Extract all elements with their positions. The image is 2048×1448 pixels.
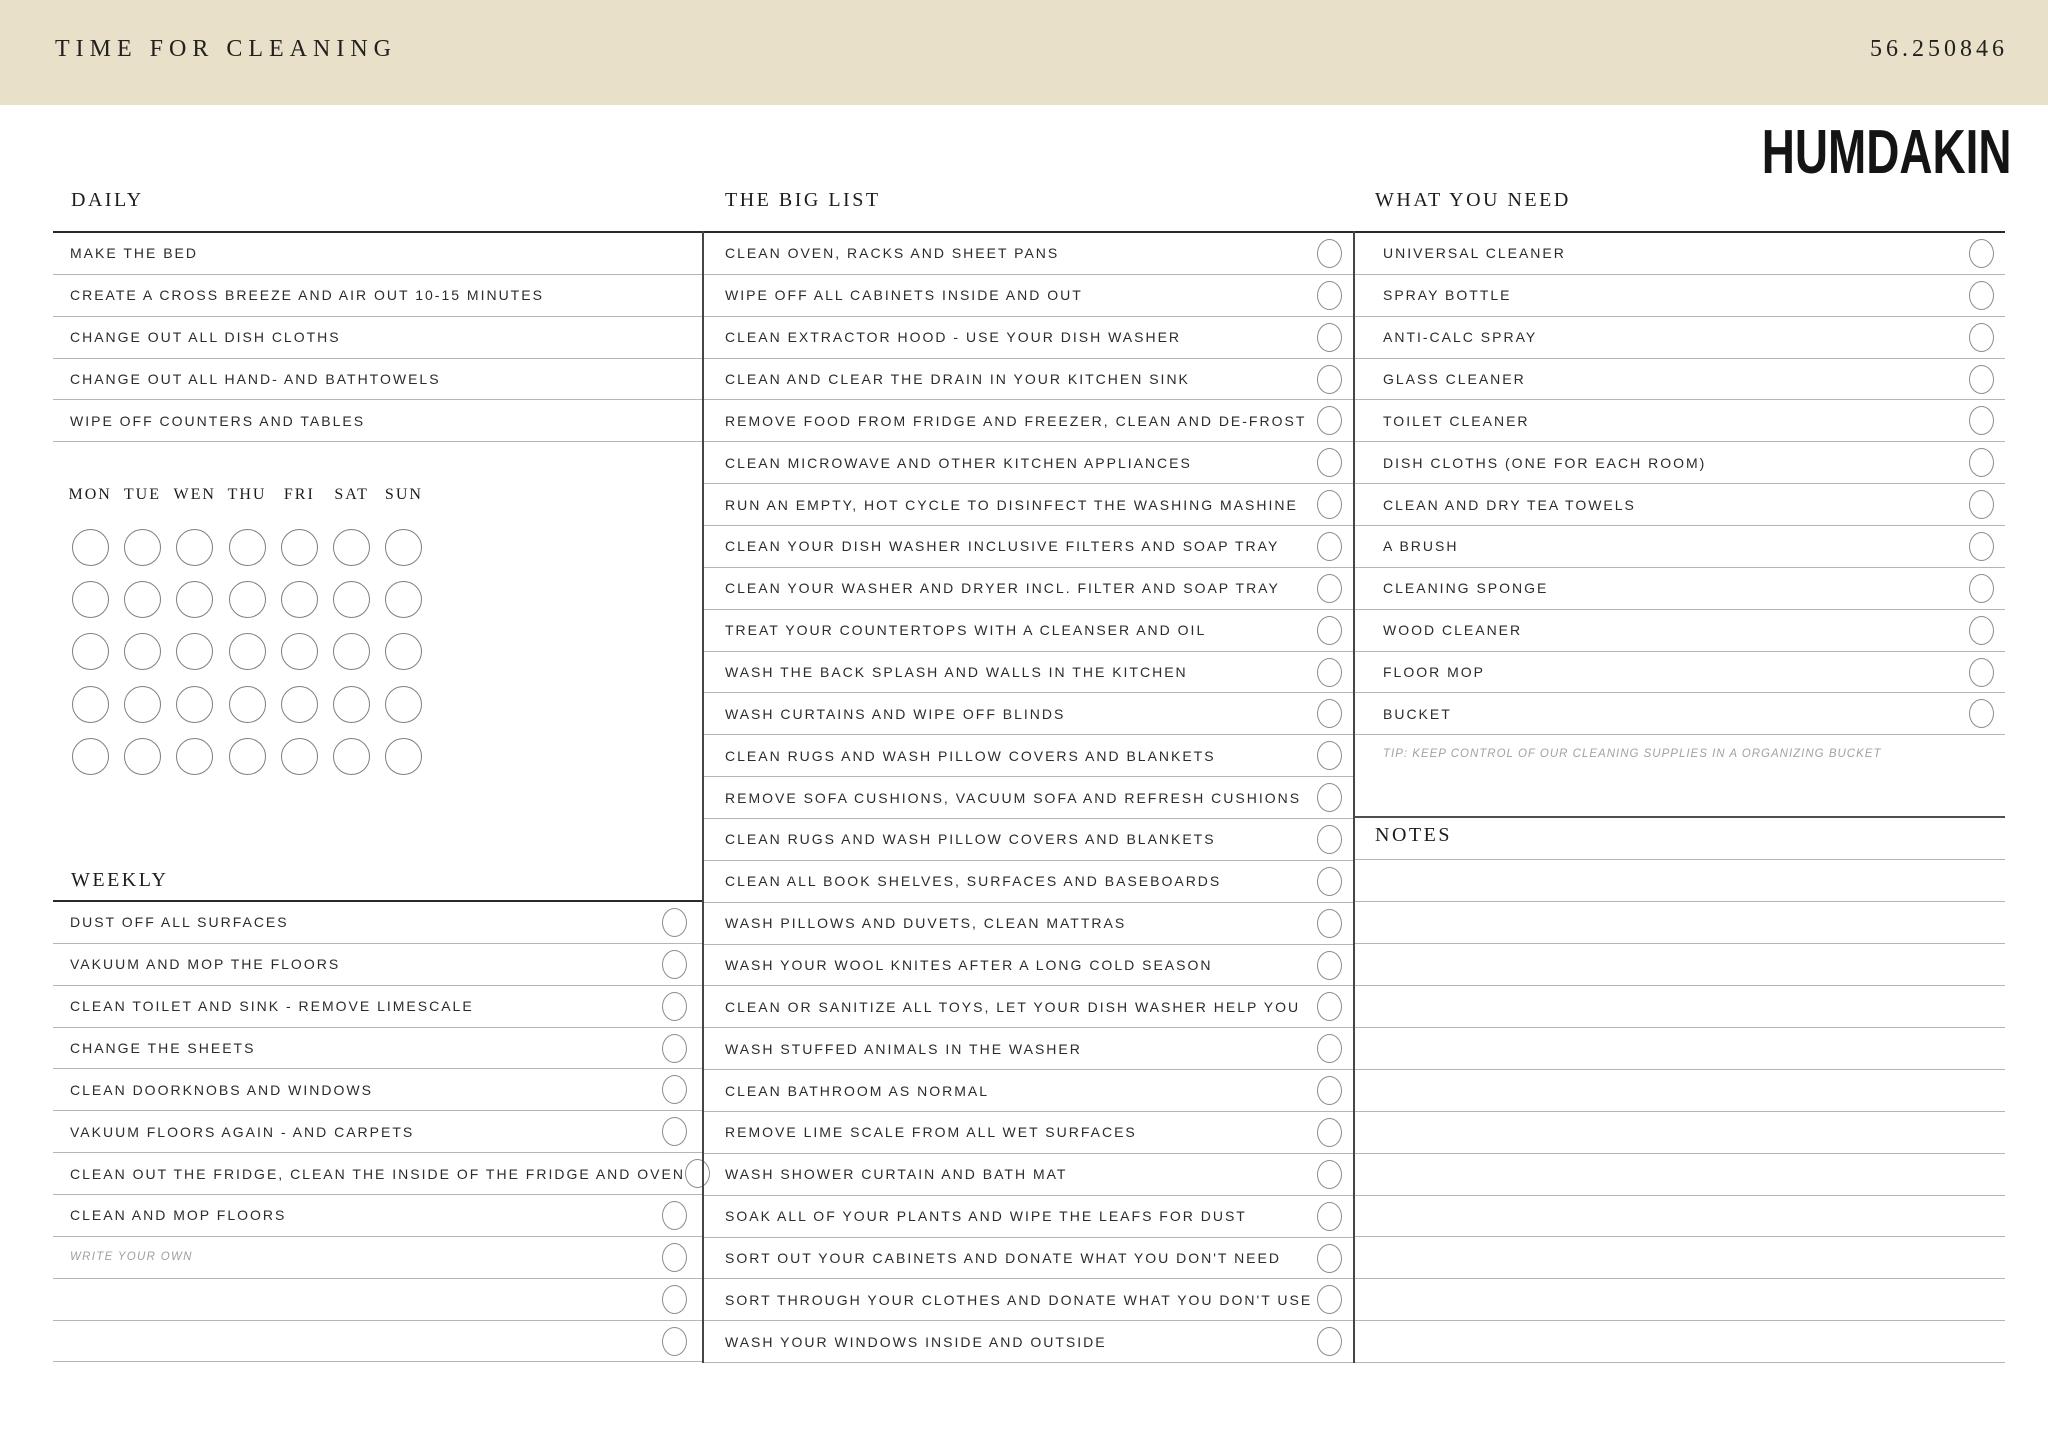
day-cell bbox=[64, 626, 116, 678]
checkbox-circle[interactable] bbox=[662, 1034, 687, 1063]
checklist-row bbox=[702, 610, 1353, 652]
checklist-row bbox=[702, 442, 1353, 484]
weekly-list bbox=[53, 900, 702, 1362]
item-label: CLEAN RUGS AND WASH PILLOW COVERS AND BLANKETS bbox=[725, 747, 1216, 764]
checklist-row bbox=[702, 400, 1353, 442]
item-label: CLEAN MICROWAVE AND OTHER KITCHEN APPLIANCES bbox=[725, 454, 1192, 471]
day-cell bbox=[221, 573, 273, 625]
checklist-row bbox=[53, 400, 702, 442]
checkbox-circle[interactable] bbox=[1969, 699, 1994, 728]
week-tracker bbox=[64, 486, 430, 782]
day-cell bbox=[221, 678, 273, 730]
checklist-row bbox=[702, 275, 1353, 317]
checklist-row bbox=[53, 1195, 702, 1237]
item-label: TOILET CLEANER bbox=[1383, 412, 1530, 429]
notes-lines bbox=[1353, 859, 2005, 1363]
item-label: ANTI-CALC SPRAY bbox=[1383, 329, 1538, 346]
day-circle[interactable] bbox=[333, 633, 370, 670]
checkbox-circle[interactable] bbox=[662, 1075, 687, 1104]
day-circle[interactable] bbox=[124, 529, 161, 566]
item-label: WIPE OFF COUNTERS AND TABLES bbox=[70, 412, 366, 429]
item-label: SORT OUT YOUR CABINETS AND DONATE WHAT YOU DON'T NEED bbox=[725, 1250, 1281, 1267]
item-label: CLEAN YOUR WASHER AND DRYER INCL. FILTER AND SOAP TRAY bbox=[725, 580, 1280, 597]
checkbox-circle[interactable] bbox=[1317, 992, 1342, 1021]
item-label: CLEAN RUGS AND WASH PILLOW COVERS AND BLANKETS bbox=[725, 831, 1216, 848]
day-cell bbox=[325, 678, 377, 730]
checkbox-circle[interactable] bbox=[1317, 825, 1342, 854]
day-cell bbox=[64, 573, 116, 625]
item-label: WASH SHOWER CURTAIN AND BATH MAT bbox=[725, 1166, 1068, 1183]
day-circle[interactable] bbox=[124, 633, 161, 670]
day-cell bbox=[325, 573, 377, 625]
checkbox-circle[interactable] bbox=[1969, 406, 1994, 435]
day-circle[interactable] bbox=[229, 633, 266, 670]
day-circle[interactable] bbox=[229, 738, 266, 775]
day-circle[interactable] bbox=[124, 581, 161, 618]
day-cell bbox=[273, 626, 325, 678]
day-cell bbox=[64, 521, 116, 573]
checkbox-circle[interactable] bbox=[1317, 574, 1342, 603]
day-cell bbox=[116, 521, 168, 573]
item-label: GLASS CLEANER bbox=[1383, 371, 1526, 387]
checkbox-circle[interactable] bbox=[662, 908, 687, 937]
day-circle[interactable] bbox=[333, 738, 370, 775]
day-cell bbox=[169, 678, 221, 730]
item-label: CLEAN AND CLEAR THE DRAIN IN YOUR KITCHEN SINK bbox=[725, 371, 1190, 387]
checkbox-circle[interactable] bbox=[1969, 448, 1994, 477]
day-circle[interactable] bbox=[333, 529, 370, 566]
checklist-row bbox=[702, 1112, 1353, 1154]
checklist-row bbox=[702, 233, 1353, 275]
day-circle[interactable] bbox=[385, 529, 422, 566]
checkbox-circle[interactable] bbox=[662, 1117, 687, 1146]
checkbox-circle[interactable] bbox=[1317, 281, 1342, 310]
day-circle[interactable] bbox=[281, 529, 318, 566]
item-label: CLEAN EXTRACTOR HOOD - USE YOUR DISH WASHER bbox=[725, 329, 1182, 346]
checklist-row bbox=[53, 1279, 702, 1321]
day-circle[interactable] bbox=[72, 633, 109, 670]
checkbox-circle[interactable] bbox=[662, 950, 687, 979]
day-cell bbox=[273, 730, 325, 782]
document-code: 56.250846 bbox=[1870, 36, 2008, 62]
item-label: WASH YOUR WOOL KNITES AFTER A LONG COLD SEASON bbox=[725, 957, 1213, 974]
item-label: UNIVERSAL CLEANER bbox=[1383, 245, 1566, 262]
day-cell bbox=[64, 730, 116, 782]
checklist-row bbox=[702, 819, 1353, 861]
notes-heading: NOTES bbox=[1375, 824, 1452, 846]
day-cell bbox=[325, 626, 377, 678]
checklist-row bbox=[53, 275, 702, 317]
checkbox-circle[interactable] bbox=[1317, 323, 1342, 352]
day-cell bbox=[325, 730, 377, 782]
supplies-tip: TIP: KEEP CONTROL OF OUR CLEANING SUPPLIES IN A ORGANIZING BUCKET bbox=[1383, 748, 1882, 760]
checkbox-circle[interactable] bbox=[1969, 281, 1994, 310]
day-cell bbox=[221, 730, 273, 782]
checkbox-circle[interactable] bbox=[1317, 783, 1342, 812]
item-label: WIPE OFF ALL CABINETS INSIDE AND OUT bbox=[725, 287, 1083, 304]
day-circle[interactable] bbox=[72, 529, 109, 566]
checkbox-circle[interactable] bbox=[662, 1285, 687, 1314]
item-label: MAKE THE BED bbox=[70, 245, 198, 262]
big-list bbox=[702, 231, 1353, 1363]
day-cell bbox=[378, 678, 430, 730]
day-cell bbox=[325, 521, 377, 573]
checkbox-circle[interactable] bbox=[1969, 616, 1994, 645]
checkbox-circle[interactable] bbox=[1969, 532, 1994, 561]
checkbox-circle[interactable] bbox=[1317, 1327, 1342, 1356]
day-cell bbox=[273, 521, 325, 573]
checklist-row bbox=[1353, 610, 2005, 652]
day-cell bbox=[116, 626, 168, 678]
item-label: CLEAN AND DRY TEA TOWELS bbox=[1383, 496, 1636, 513]
day-circle[interactable] bbox=[385, 581, 422, 618]
day-cell bbox=[169, 730, 221, 782]
checkbox-circle[interactable] bbox=[1317, 616, 1342, 645]
checkbox-circle[interactable] bbox=[662, 992, 687, 1021]
checkbox-circle[interactable] bbox=[1969, 365, 1994, 394]
note-line bbox=[1353, 902, 2005, 944]
checklist-row bbox=[702, 945, 1353, 987]
day-circle[interactable] bbox=[281, 686, 318, 723]
item-label: CLEAN OR SANITIZE ALL TOYS, LET YOUR DISH WASHER HELP YOU bbox=[725, 998, 1301, 1015]
checklist-row bbox=[53, 944, 702, 986]
checklist-row bbox=[53, 1111, 702, 1153]
day-label: SUN bbox=[384, 486, 423, 503]
checkbox-circle[interactable] bbox=[1317, 1118, 1342, 1147]
day-cell bbox=[221, 521, 273, 573]
day-circle[interactable] bbox=[176, 686, 213, 723]
checkbox-circle[interactable] bbox=[1317, 1244, 1342, 1273]
day-circle[interactable] bbox=[385, 686, 422, 723]
item-label: WASH PILLOWS AND DUVETS, CLEAN MATTRAS bbox=[725, 915, 1127, 932]
item-label: TREAT YOUR COUNTERTOPS WITH A CLEANSER AND OIL bbox=[725, 622, 1207, 639]
item-label: CLEAN OUT THE FRIDGE, CLEAN THE INSIDE OF THE FRIDGE AND OVEN bbox=[70, 1165, 685, 1182]
day-circle[interactable] bbox=[229, 686, 266, 723]
day-cell bbox=[273, 678, 325, 730]
checklist-row bbox=[702, 317, 1353, 359]
checklist-row bbox=[702, 652, 1353, 694]
item-label: FLOOR MOP bbox=[1383, 664, 1486, 681]
item-label: CLEAN AND MOP FLOORS bbox=[70, 1207, 287, 1224]
item-label: SORT THROUGH YOUR CLOTHES AND DONATE WHAT YOU DON'T USE bbox=[725, 1291, 1313, 1308]
day-cell bbox=[116, 678, 168, 730]
day-cell bbox=[221, 626, 273, 678]
checkbox-circle[interactable] bbox=[1969, 574, 1994, 603]
checklist-row bbox=[702, 1321, 1353, 1363]
item-label: WASH THE BACK SPLASH AND WALLS IN THE KITCHEN bbox=[725, 664, 1188, 681]
checklist-row bbox=[53, 317, 702, 359]
note-line bbox=[1353, 1154, 2005, 1196]
checkbox-circle[interactable] bbox=[1317, 867, 1342, 896]
day-cell bbox=[378, 626, 430, 678]
item-label: SPRAY BOTTLE bbox=[1383, 287, 1512, 304]
checkbox-circle[interactable] bbox=[1317, 490, 1342, 519]
checklist-row bbox=[53, 986, 702, 1028]
day-circle[interactable] bbox=[385, 738, 422, 775]
day-circle[interactable] bbox=[333, 581, 370, 618]
day-cell bbox=[378, 521, 430, 573]
checklist-row bbox=[1353, 693, 2005, 735]
page-title: TIME FOR CLEANING bbox=[55, 36, 397, 62]
day-cell bbox=[169, 521, 221, 573]
day-circle[interactable] bbox=[281, 633, 318, 670]
checklist-row bbox=[53, 1321, 702, 1363]
day-label: TUE bbox=[123, 486, 161, 503]
item-label: RUN AN EMPTY, HOT CYCLE TO DISINFECT THE WASHING MASHINE bbox=[725, 496, 1298, 513]
checklist-row bbox=[702, 526, 1353, 568]
day-circle[interactable] bbox=[229, 529, 266, 566]
item-label: WASH YOUR WINDOWS INSIDE AND OUTSIDE bbox=[725, 1333, 1107, 1350]
checklist-row bbox=[702, 986, 1353, 1028]
item-label: CLEAN DOORKNOBS AND WINDOWS bbox=[70, 1081, 373, 1098]
checklist-row bbox=[702, 1238, 1353, 1280]
day-circle[interactable] bbox=[72, 738, 109, 775]
note-line bbox=[1353, 944, 2005, 986]
column-divider-left bbox=[702, 231, 704, 1363]
day-circle[interactable] bbox=[229, 581, 266, 618]
note-line bbox=[1353, 860, 2005, 902]
checkbox-circle[interactable] bbox=[1317, 1034, 1342, 1063]
note-line bbox=[1353, 1112, 2005, 1154]
item-label: VAKUUM AND MOP THE FLOORS bbox=[70, 956, 341, 973]
checklist-row bbox=[53, 359, 702, 401]
checklist-row bbox=[702, 735, 1353, 777]
checkbox-circle[interactable] bbox=[1317, 1202, 1342, 1231]
checklist-row bbox=[702, 1196, 1353, 1238]
checkbox-circle[interactable] bbox=[662, 1201, 687, 1230]
item-label: CLEAN OVEN, RACKS AND SHEET PANS bbox=[725, 245, 1060, 262]
checklist-row bbox=[702, 1070, 1353, 1112]
checklist-row bbox=[702, 1028, 1353, 1070]
big-list-heading: THE BIG LIST bbox=[725, 189, 881, 211]
checkbox-circle[interactable] bbox=[1969, 658, 1994, 687]
checkbox-circle[interactable] bbox=[1317, 699, 1342, 728]
item-label: WOOD CLEANER bbox=[1383, 622, 1523, 639]
item-label: CLEAN YOUR DISH WASHER INCLUSIVE FILTERS AND SOAP TRAY bbox=[725, 538, 1280, 555]
item-label: A BRUSH bbox=[1383, 538, 1459, 555]
daily-heading: DAILY bbox=[71, 189, 144, 211]
item-label: VAKUUM FLOORS AGAIN - AND CARPETS bbox=[70, 1123, 415, 1140]
day-cell bbox=[273, 573, 325, 625]
checklist-row bbox=[53, 1153, 702, 1195]
checklist-row bbox=[1353, 442, 2005, 484]
checkbox-circle[interactable] bbox=[1317, 1076, 1342, 1105]
day-cell bbox=[378, 730, 430, 782]
day-label: WEN bbox=[173, 486, 216, 503]
checklist-row bbox=[702, 1279, 1353, 1321]
day-circle[interactable] bbox=[385, 633, 422, 670]
item-label: CLEANING SPONGE bbox=[1383, 580, 1549, 597]
checklist-row bbox=[53, 1237, 702, 1279]
note-line bbox=[1353, 1070, 2005, 1112]
checkbox-circle[interactable] bbox=[1317, 1160, 1342, 1189]
checkbox-circle[interactable] bbox=[1317, 406, 1342, 435]
item-label: REMOVE FOOD FROM FRIDGE AND FREEZER, CLEAN AND DE-FROST bbox=[725, 412, 1307, 429]
checklist-row bbox=[702, 861, 1353, 903]
checkbox-circle[interactable] bbox=[1317, 365, 1342, 394]
day-circle[interactable] bbox=[124, 686, 161, 723]
day-circle[interactable] bbox=[333, 686, 370, 723]
note-line bbox=[1353, 1237, 2005, 1279]
day-circle[interactable] bbox=[176, 529, 213, 566]
day-circle[interactable] bbox=[281, 738, 318, 775]
day-circle[interactable] bbox=[72, 686, 109, 723]
day-circle[interactable] bbox=[176, 633, 213, 670]
checkbox-circle[interactable] bbox=[1969, 323, 1994, 352]
checkbox-circle[interactable] bbox=[1317, 448, 1342, 477]
weekly-heading: WEEKLY bbox=[71, 869, 169, 891]
note-line bbox=[1353, 1321, 2005, 1363]
what-you-need-list bbox=[1353, 231, 2005, 735]
item-label: CLEAN BATHROOM AS NORMAL bbox=[725, 1082, 990, 1099]
item-label: SOAK ALL OF YOUR PLANTS AND WIPE THE LEAFS FOR DUST bbox=[725, 1208, 1247, 1225]
checkbox-circle[interactable] bbox=[1317, 532, 1342, 561]
item-label: CHANGE OUT ALL DISH CLOTHS bbox=[70, 329, 341, 346]
day-circle[interactable] bbox=[124, 738, 161, 775]
checklist-row bbox=[702, 1154, 1353, 1196]
day-label: MON bbox=[68, 486, 112, 503]
checklist-row bbox=[1353, 568, 2005, 610]
checkbox-circle[interactable] bbox=[1969, 239, 1994, 268]
checklist-row bbox=[1353, 275, 2005, 317]
checklist-row bbox=[702, 568, 1353, 610]
day-cell bbox=[116, 730, 168, 782]
checkbox-circle[interactable] bbox=[1317, 1285, 1342, 1314]
checklist-row bbox=[702, 777, 1353, 819]
checklist-row bbox=[1353, 484, 2005, 526]
day-cell bbox=[378, 573, 430, 625]
column-divider-right bbox=[1353, 231, 1355, 1363]
checkbox-circle[interactable] bbox=[1317, 951, 1342, 980]
item-label: BUCKET bbox=[1383, 705, 1452, 722]
checklist-row bbox=[702, 359, 1353, 401]
what-you-need-heading: WHAT YOU NEED bbox=[1375, 189, 1571, 211]
notes-divider bbox=[1353, 816, 2005, 818]
item-label: CLEAN TOILET AND SINK - REMOVE LIMESCALE bbox=[70, 998, 474, 1015]
checkbox-circle[interactable] bbox=[1317, 741, 1342, 770]
checklist-row bbox=[702, 903, 1353, 945]
humdakin-logo: HUMDAKIN bbox=[1762, 118, 2012, 187]
day-cell bbox=[169, 626, 221, 678]
item-label: WASH CURTAINS AND WIPE OFF BLINDS bbox=[725, 705, 1066, 722]
checklist-row bbox=[1353, 359, 2005, 401]
item-label: REMOVE SOFA CUSHIONS, VACUUM SOFA AND REFRESH CUSHIONS bbox=[725, 789, 1302, 806]
checklist-row bbox=[53, 1069, 702, 1111]
item-label: WASH STUFFED ANIMALS IN THE WASHER bbox=[725, 1040, 1082, 1057]
day-cell bbox=[116, 573, 168, 625]
item-label: CHANGE OUT ALL HAND- AND BATHTOWELS bbox=[70, 371, 441, 387]
checkbox-circle[interactable] bbox=[1317, 658, 1342, 687]
write-your-own-placeholder: WRITE YOUR OWN bbox=[70, 1251, 193, 1264]
checkbox-circle[interactable] bbox=[662, 1327, 687, 1356]
checkbox-circle[interactable] bbox=[1969, 490, 1994, 519]
checklist-row bbox=[1353, 317, 2005, 359]
item-label: DISH CLOTHS (ONE FOR EACH ROOM) bbox=[1383, 454, 1707, 471]
daily-list bbox=[53, 231, 702, 442]
day-label: THU bbox=[227, 486, 267, 503]
note-line bbox=[1353, 986, 2005, 1028]
item-label: CREATE A CROSS BREEZE AND AIR OUT 10-15 MINUTES bbox=[70, 287, 544, 304]
checkbox-circle[interactable] bbox=[1317, 909, 1342, 938]
checklist-row bbox=[1353, 233, 2005, 275]
checklist-row bbox=[53, 902, 702, 944]
day-circle[interactable] bbox=[72, 581, 109, 618]
item-label: CLEAN ALL BOOK SHELVES, SURFACES AND BASEBOARDS bbox=[725, 873, 1222, 890]
checklist-row bbox=[702, 693, 1353, 735]
item-label: CHANGE THE SHEETS bbox=[70, 1040, 256, 1056]
note-line bbox=[1353, 1196, 2005, 1238]
top-bar bbox=[0, 0, 2048, 105]
checklist-row bbox=[1353, 400, 2005, 442]
day-circle[interactable] bbox=[176, 581, 213, 618]
checkbox-circle[interactable] bbox=[662, 1243, 687, 1272]
day-cell bbox=[169, 573, 221, 625]
checklist-row bbox=[53, 233, 702, 275]
checklist-row bbox=[53, 1028, 702, 1070]
day-circle[interactable] bbox=[281, 581, 318, 618]
day-cell bbox=[64, 678, 116, 730]
note-line bbox=[1353, 1028, 2005, 1070]
checklist-row bbox=[1353, 526, 2005, 568]
item-label: REMOVE LIME SCALE FROM ALL WET SURFACES bbox=[725, 1124, 1137, 1141]
item-label: DUST OFF ALL SURFACES bbox=[70, 914, 289, 931]
day-label: FRI bbox=[283, 486, 315, 503]
day-label: SAT bbox=[334, 486, 369, 503]
note-line bbox=[1353, 1279, 2005, 1321]
day-circle[interactable] bbox=[176, 738, 213, 775]
checklist-row bbox=[702, 484, 1353, 526]
checklist-row bbox=[1353, 652, 2005, 694]
checkbox-circle[interactable] bbox=[1317, 239, 1342, 268]
